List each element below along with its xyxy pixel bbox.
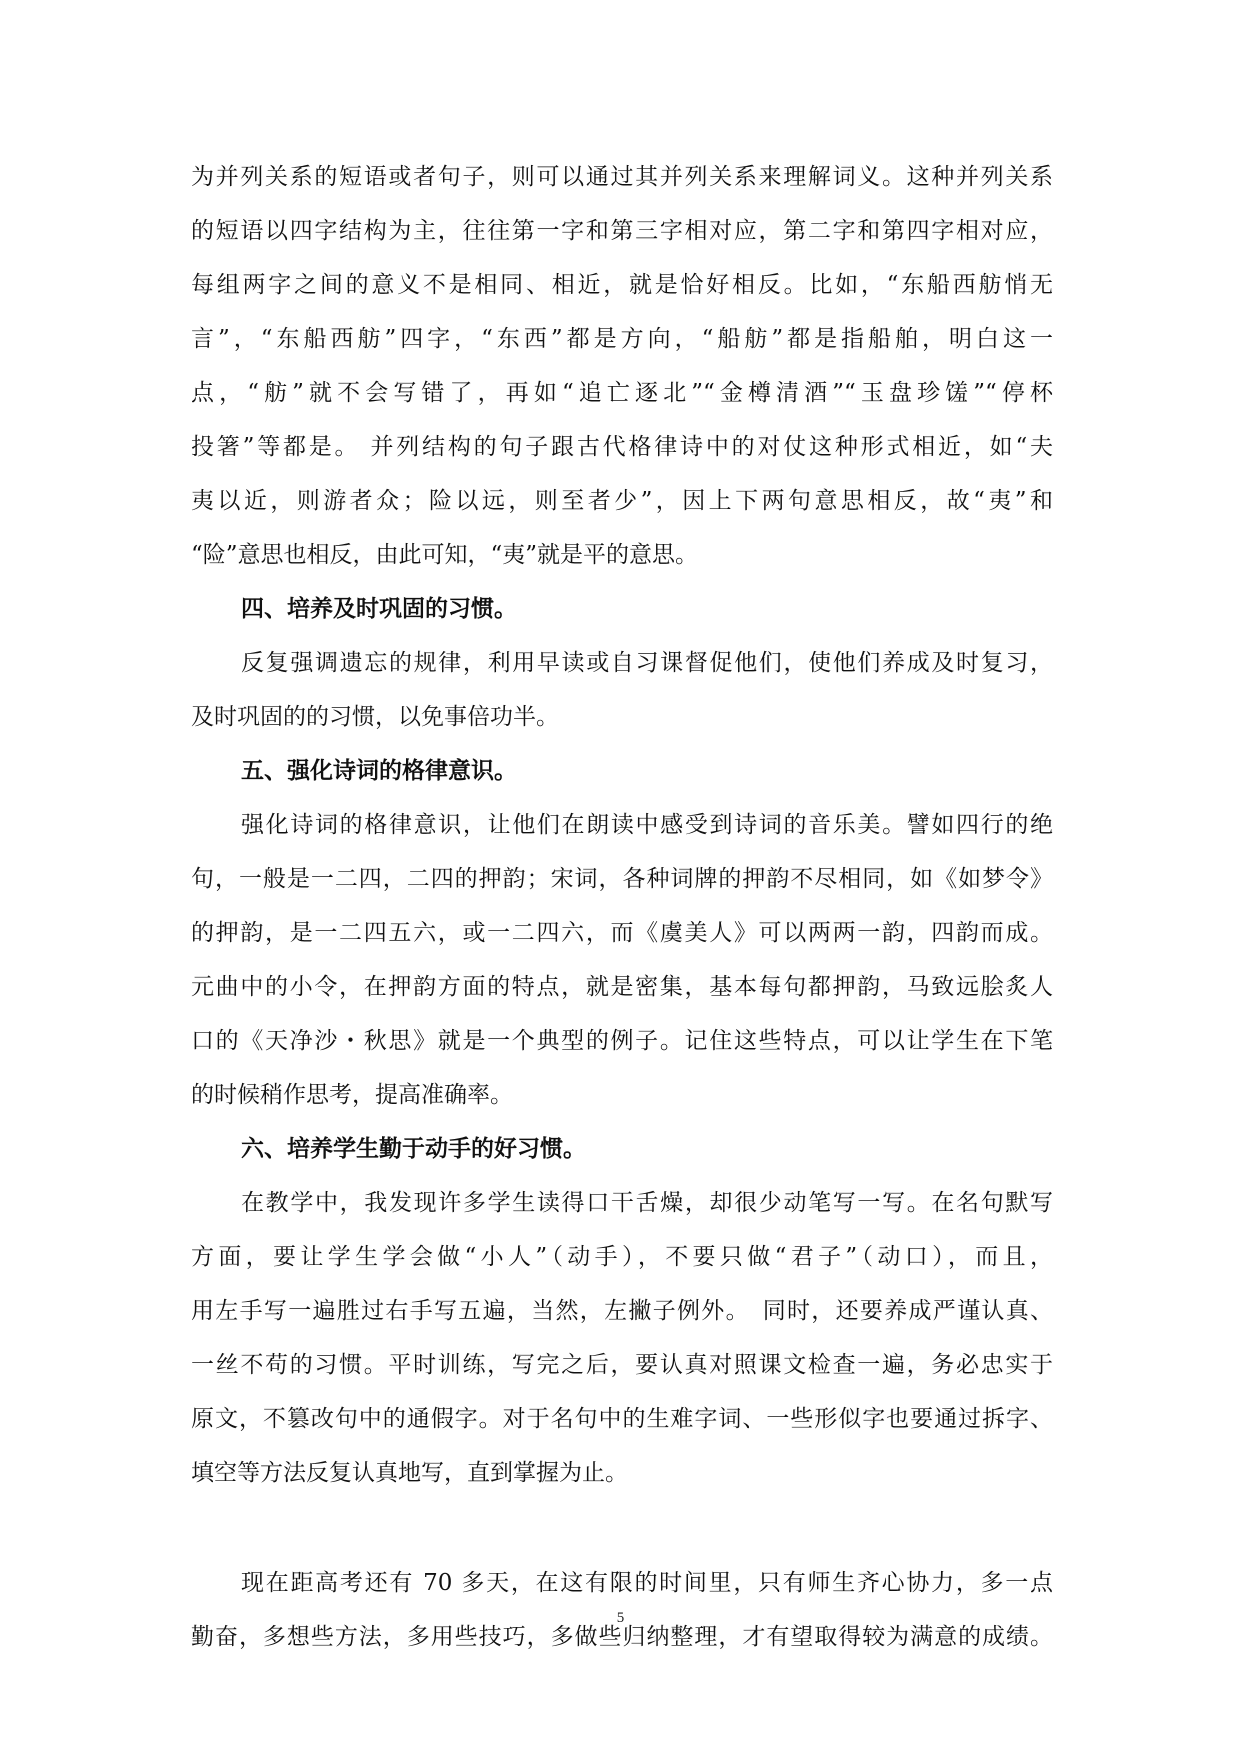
body-text-line: 为并列关系的短语或者句子，则可以通过其并列关系来理解词义。这种并列关系 <box>191 164 1053 190</box>
section-heading-5: 五、强化诗词的格律意识。 <box>241 758 517 784</box>
body-text-line: 投箸”等都是。 并列结构的句子跟古代格律诗中的对仗这种形式相近，如“夫 <box>191 434 1053 460</box>
body-text-line: 夷以近，则游者众；险以远，则至者少”，因上下两句意思相反，故“夷”和 <box>191 488 1053 514</box>
page-number: 5 <box>616 1610 625 1626</box>
body-text-line: 句，一般是一二四，二四的押韵；宋词，各种词牌的押韵不尽相同，如《如梦令》 <box>191 866 1053 892</box>
body-text-line: 一丝不苟的习惯。平时训练，写完之后，要认真对照课文检查一遍，务必忠实于 <box>191 1352 1053 1378</box>
paragraph-spacer <box>191 1500 1053 1556</box>
body-text-line: 反复强调遗忘的规律，利用早读或自习课督促他们，使他们养成及时复习， <box>241 650 1053 676</box>
body-text-line: 的押韵，是一二四五六，或一二四六，而《虞美人》可以两两一韵，四韵而成。 <box>191 920 1053 946</box>
body-text-line: 言”，“东船西舫”四字，“东西”都是方向，“船舫”都是指船舶，明白这一 <box>191 326 1053 352</box>
body-text-line: 口的《天净沙・秋思》就是一个典型的例子。记住这些特点，可以让学生在下笔 <box>191 1028 1053 1054</box>
section-heading-4: 四、培养及时巩固的习惯。 <box>241 596 517 622</box>
document-body <box>191 150 1053 1664</box>
body-text-line: 及时巩固的的习惯，以免事倍功半。 <box>191 704 559 730</box>
body-text-line: 每组两字之间的意义不是相同、相近，就是恰好相反。比如，“东船西舫悄无 <box>191 272 1053 298</box>
conclusion-line: 现在距高考还有 70 多天，在这有限的时间里，只有师生齐心协力，多一点 <box>241 1570 1053 1596</box>
section-heading-6: 六、培养学生勤于动手的好习惯。 <box>241 1136 586 1162</box>
body-text-line: 的短语以四字结构为主，往往第一字和第三字相对应，第二字和第四字相对应， <box>191 218 1053 244</box>
body-text-line: 在教学中，我发现许多学生读得口干舌燥，却很少动笔写一写。在名句默写 <box>241 1190 1053 1216</box>
body-text-line: 元曲中的小令，在押韵方面的特点，就是密集，基本每句都押韵，马致远脍炙人 <box>191 974 1053 1000</box>
body-text-line: 原文，不篡改句中的通假字。对于名句中的生难字词、一些形似字也要通过拆字、 <box>191 1406 1053 1432</box>
body-text-line: 填空等方法反复认真地写，直到掌握为止。 <box>191 1460 628 1486</box>
body-text-line: 的时候稍作思考，提高准确率。 <box>191 1082 513 1108</box>
conclusion-line: 勤奋，多想些方法，多用些技巧，多做些归纳整理，才有望取得较为满意的成绩。 <box>191 1624 1053 1650</box>
body-text-line: “险”意思也相反，由此可知，“夷”就是平的意思。 <box>191 542 699 568</box>
body-text-line: 方面，要让学生学会做“小人”（动手），不要只做“君子”（动口），而且， <box>191 1244 1053 1270</box>
body-text-line: 点，“舫”就不会写错了，再如“追亡逐北”“金樽清酒”“玉盘珍馐”“停杯 <box>191 380 1053 406</box>
body-text-line: 强化诗词的格律意识，让他们在朗读中感受到诗词的音乐美。譬如四行的绝 <box>241 812 1053 838</box>
body-text-line: 用左手写一遍胜过右手写五遍，当然，左撇子例外。 同时，还要养成严谨认真、 <box>191 1298 1053 1324</box>
